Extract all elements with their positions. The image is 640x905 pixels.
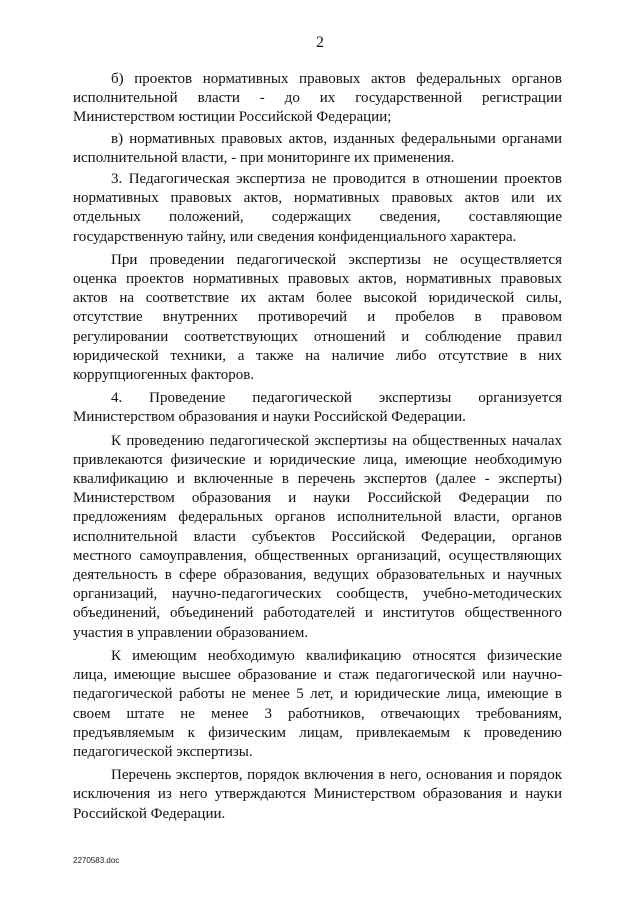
document-body (73, 70, 562, 828)
paragraph-section-3: 3. Педагогическая экспертиза не проводится в отношении проектов нормативных правовых актов, нормативных правовых актов или их отдельных положений, содержащих сведения, составляющие государственную тайну, или сведения конфиденциального характера. (73, 171, 562, 245)
paragraph-item-b: б) проектов нормативных правовых актов федеральных органов исполнительной власти - до их государственной регистрации Министерством юстиции Российской Федерации; (73, 71, 562, 126)
paragraph-experts-involvement: К проведению педагогической экспертизы на общественных началах привлекаются физические и юридические лица, имеющие необходимую квалификацию и включенные в перечень экспертов (далее - эксперты) Министерством образования и науки Российской Федерации по предложениям федеральных органов исполнительной власти, органов исполнительной власти субъектов Российской Федерации, органов местного самоуправления, общественных организаций, осуществляющих деятельность в сфере образования, ведущих образовательных и научных организаций, научно-педагогических сообществ, учебно-методических объединений, объединений работодателей и институтов общественного участия в управлении образованием. (73, 432, 562, 641)
paragraph-section-4: 4. Проведение педагогической экспертизы организуется Министерством образования и науки Российской Федерации. (73, 390, 562, 426)
document-file-name: 2270583.doc (73, 856, 120, 865)
page-number: 2 (316, 34, 324, 51)
paragraph-expertise-scope: При проведении педагогической экспертизы не осуществляется оценка проектов нормативных правовых актов, нормативных правовых актов на соответствие их актам более высокой юридической силы, отсутствие внутренних противоречий и пробелов в правовом регулировании соответствующих отношений и соблюдение правил юридической техники, а также на наличие либо отсутствие в них коррупциогенных факторов. (73, 251, 562, 384)
paragraph-experts-list: Перечень экспертов, порядок включения в него, основания и порядок исключения из него утверждаются Министерством образования и науки Российской Федерации. (73, 767, 562, 822)
paragraph-qualification: К имеющим необходимую квалификацию относятся физические лица, имеющие высшее образование и стаж педагогической или научно-педагогической работы не менее 5 лет, и юридические лица, имеющие в своем штате не менее 3 работников, отвечающих требованиям, предъявляемым к физическим лицам, привлекаемым к проведению педагогической экспертизы. (73, 647, 562, 760)
paragraph-item-v: в) нормативных правовых актов, изданных федеральными органами исполнительной власти, - при мониторинге их применения. (73, 130, 562, 166)
